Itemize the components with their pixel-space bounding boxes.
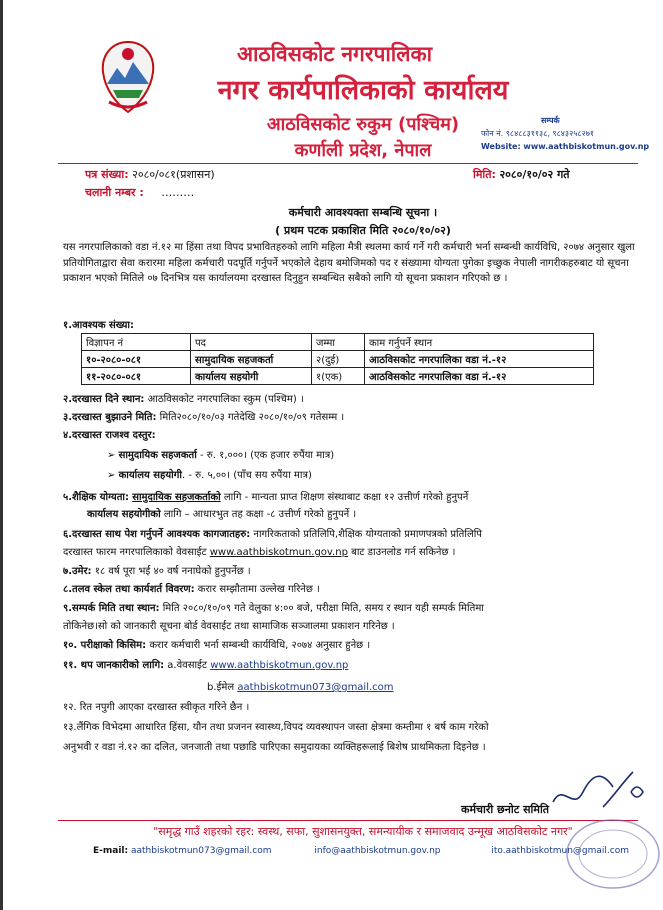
footer-emails: E-mail: aathbiskotmun073@gmail.com info@aathbiskotmun.gov.np ito.aathbiskotmun@gmail.com <box>93 846 629 856</box>
footer-email-3[interactable]: ito.aathbiskotmun@gmail.com <box>491 846 629 856</box>
table-cell: २(दुई) <box>312 351 365 368</box>
section-5-line2: कार्यालय सहयोगीको लागि – आधारभुत तह कक्षा -८ उत्तीर्ण गरेको हुनुपर्ने । <box>87 509 357 520</box>
arrow-bullet-icon: ➢ <box>107 450 116 461</box>
section-10: १०. परीक्षाको किसिम: करार कर्मचारी भर्ना सम्बन्धी कार्यविधि, २०७४ अनुसार हुनेछ । <box>63 640 371 651</box>
table-cell: सामुदायिक सहजकर्ता <box>191 351 312 368</box>
table-row <box>82 368 594 385</box>
arrow-bullet-icon: ➢ <box>107 470 116 481</box>
vacancy-table <box>81 333 594 385</box>
province-country: कर्णाली प्रदेश, नेपाल <box>294 140 432 161</box>
section-6-line2: दरखास्त फारम नगरपालिकाको वेवसाईट www.aathbiskotmun.gov.np बाट डाउनलोड गर्न सकिनेछ । <box>63 547 456 558</box>
section-7: ७.उमेर: १८ वर्ष पूरा भई ४० वर्ष ननाघेको हुनुपर्नेछ । <box>63 566 251 577</box>
patra-sankhya: पत्र संख्या: २०८०/०८१(प्रशासन) <box>85 168 215 181</box>
fee-item: ➢ कार्यालय सहयोगी. - रु. ५,००। (पाँच सय रुपैंया मात्र) <box>107 470 312 481</box>
notice-subtitle: ( प्रथम पटक प्रकाशित मिति २०८०/१०/०२) <box>275 224 451 237</box>
section-13: १३.लैंगिक विभेदमा आधारित हिंसा, यौन तथा प्रजनन स्वास्थ्य,विपद व्यवस्थापन जस्ता क्षेत्रमा कम्तीमा १ बर्ष काम गरेको <box>63 722 489 733</box>
section-8: ८.तलव स्केल तथा कार्यशर्त विवरण: करार सम्झौतामा उल्लेख गरिनेछ । <box>63 584 320 595</box>
notice-title: कर्मचारी आवश्यक्ता सम्बन्धि सूचना । <box>288 206 438 219</box>
footer-divider <box>58 820 638 821</box>
office-name: नगर कार्यपालिकाको कार्यालय <box>217 75 509 106</box>
footer-motto: "समृद्ध गाउँ शहरको रहर: स्वस्थ, सफा, सुशासनयुक्त, समन्यायीक र समाजवाद उन्मूख आठविसकोट नगर" <box>153 825 573 838</box>
footer-email-2[interactable]: info@aathbiskotmun.gov.np <box>314 846 441 856</box>
signature-committee: कर्मचारी छनोट समिति <box>461 803 550 816</box>
table-cell: ११-२०८०-०८१ <box>82 368 191 385</box>
municipality-name: आठविसकोट नगरपालिका <box>236 42 433 66</box>
table-header: जम्मा <box>312 334 365 351</box>
contact-title: सम्पर्क <box>541 116 560 125</box>
notice-intro: यस नगरपालिकाको वडा नं.१२ मा हिंसा तथा विपद प्रभावितहरुको लागि महिला मैत्री स्थलमा कार्य गर्ने गरी कर्मचारी भर्ना सम्बन्धी कार्यविधि, २०७४ अनुसार खुला प्रतियोगिताद्वारा सेवा करारमा महिला कर्मचारी पदपूर्ति गर्नुपर्ने भएकोले देहाय बमोजिमको पद र संख्यामा योग्यता पुगेका इच्छुक नेपाली नागरीकहरुबाट यो सूचना प्रकाशन भएको मितिले ०७ दिनभित्र यस कार्यालयमा दरखास्त दिनुहुन सम्बन्धित सबैको लागि यो सूचना प्रकाशन गरिएको छ । <box>63 242 635 284</box>
contact-block <box>481 114 649 153</box>
table-header-row <box>82 334 594 351</box>
table-cell: कार्यालय सहयोगी <box>191 368 312 385</box>
section-4: ४.दरखास्त राजश्व दस्तुर: <box>63 430 156 441</box>
website-text: Website: www.aathbiskotmun.gov.np <box>481 142 650 151</box>
table-row <box>82 351 594 368</box>
section-3: ३.दरखास्त बुझाउने मिति: मिति२०८०/१०/०३ गतेदेखि २०८०/१०/०९ गतेसम्म । <box>63 412 345 423</box>
section-9-line2: तोकिनेछ।सो को जानकारी सूचना बोर्ड वेवसाईट तथा सामाजिक सञ्जालमा प्रकाशन गरिनेछ । <box>63 621 395 632</box>
table-cell: आठविसकोट नगरपालिका वडा नं.-१२ <box>365 368 594 385</box>
chalani-number: चलानी नम्बर : ……… <box>85 186 195 199</box>
section-1-heading: १.आवश्यक संख्या: <box>63 320 134 331</box>
section-2: २.दरखास्त दिने स्थान: आठविसकोट नगरपालिका स्कुम (पश्चिम) । <box>63 394 304 405</box>
email-link[interactable]: aathbiskotmun073@gmail.com <box>237 682 394 693</box>
table-header: पद <box>191 334 312 351</box>
table-cell: आठविसकोट नगरपालिका वडा नं.-१२ <box>365 351 594 368</box>
issue-date: मिति: २०८०/१०/०२ गते <box>473 168 570 181</box>
table-cell: १(एक) <box>312 368 365 385</box>
table-header: काम गर्नुपर्ने स्थान <box>365 334 594 351</box>
header-divider <box>58 163 638 164</box>
table-cell: १०-२०८०-०८१ <box>82 351 191 368</box>
phone-number: फोन नं. ९८४८८३११३८, ९८४३२५८२७१ <box>481 129 595 138</box>
website-link[interactable]: www.aathbiskotmun.gov.np <box>209 547 348 558</box>
section-13-line2: अनुभवी र वडा नं.१२ का दलित, जनजाती तथा पछाडि पारिएका समुदायका व्यक्तिहरूलाई बिशेष प्राथमिकता दिइनेछ । <box>63 742 486 753</box>
office-location: आठविसकोट रुकुम (पश्चिम) <box>266 114 460 135</box>
section-5: ५.शैक्षिक योग्यता: सामुदायिक सहजकर्ताको लागि - मान्यता प्राप्त शिक्षण संस्थाबाट कक्षा १२ उत्तीर्ण गरेको हुनुपर्ने <box>63 492 469 503</box>
table-header: विज्ञापन नं <box>82 334 191 351</box>
footer-email-1[interactable]: aathbiskotmun073@gmail.com <box>130 846 272 856</box>
section-12: १२. रित नपुगी आएका दरखास्त स्वीकृत गरिने छैन । <box>63 702 250 713</box>
section-11-email: b.ईमेल aathbiskotmun073@gmail.com <box>207 682 394 693</box>
fee-item: ➢ सामुदायिक सहजकर्ता - रु. १,०००। (एक हजार रुपैंया मात्र) <box>107 450 335 461</box>
section-6: ६.दरखास्त साथ पेश गर्नुपर्ने आवश्यक कागजातहरु: नागरिकताको प्रतिलिपि,शैक्षिक योग्यताको प्रमाणपत्रको प्रतिलिपि <box>63 529 482 540</box>
section-9: ९.सम्पर्क मिति तथा स्थान: मिति २०८०/१०/०९ गते वेलुका ४:०० बजे, परीक्षा मिति, समय र स्थान यही सम्पर्क मितिमा <box>63 603 484 614</box>
website-link[interactable]: www.aathbiskotmun.gov.np <box>210 660 349 671</box>
section-11: ११. थप जानकारीको लागि: a.वेवसाईट www.aathbiskotmun.gov.np <box>63 660 349 671</box>
